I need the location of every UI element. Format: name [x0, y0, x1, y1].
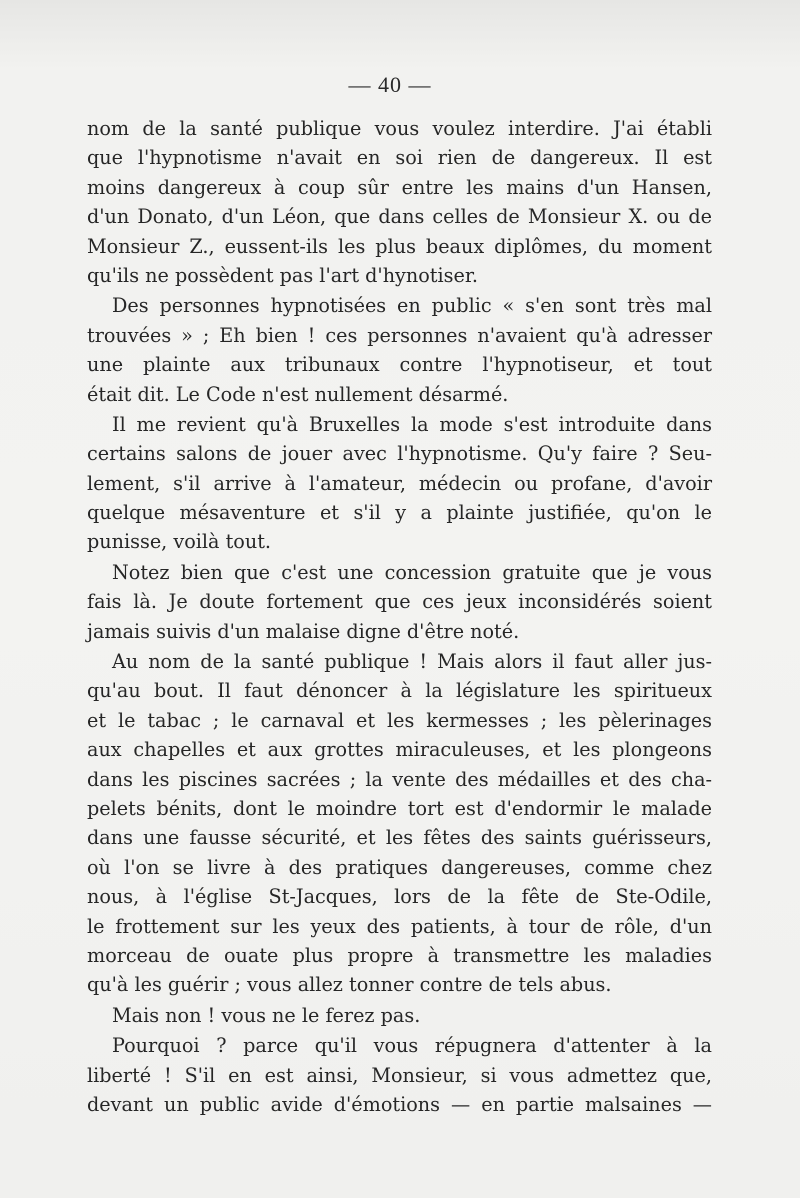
- text-line: quelque mésaventure et s'il y a plainte justifiée, qu'on le: [87, 501, 712, 525]
- text-line: était dit. Le Code n'est nullement désarmé.: [87, 382, 509, 406]
- text-line: nom de la santé publique vous voulez interdire. J'ai établi: [87, 117, 712, 140]
- text-line: dans une fausse sécurité, et les fêtes des saints guérisseurs,: [87, 826, 712, 850]
- paragraph: [87, 1001, 712, 1030]
- text-line: que l'hypnotisme n'avait en soi rien de dangereux. Il est: [87, 146, 712, 170]
- text-line: dans les piscines sacrées ; la vente des médailles et des cha-: [87, 767, 712, 791]
- text-line: Monsieur Z., eussent-ils les plus beaux diplômes, du moment: [87, 234, 712, 258]
- text-line: Au nom de la santé publique ! Mais alors il faut aller jus-: [112, 650, 712, 674]
- text-line: nous, à l'église St-Jacques, lors de la fête de Ste-Odile,: [87, 885, 712, 909]
- text-line: qu'au bout. Il faut dénoncer à la législature les spiritueux: [87, 679, 712, 703]
- text-line: et le tabac ; le carnaval et les kermesses ; les pèlerinages: [87, 708, 712, 732]
- text-line: jamais suivis d'un malaise digne d'être noté.: [87, 619, 520, 643]
- text-line: moins dangereux à coup sûr entre les mains d'un Hansen,: [87, 175, 712, 199]
- text-line: Notez bien que c'est une concession gratuite que je vous: [112, 560, 712, 584]
- text-line: liberté ! S'il en est ainsi, Monsieur, si vous admettez que,: [87, 1063, 712, 1087]
- text-line: Des personnes hypnotisées en public « s'en sont très mal: [112, 294, 712, 318]
- text-line: morceau de ouate plus propre à transmettre les maladies: [87, 943, 712, 967]
- text-line: aux chapelles et aux grottes miraculeuses, et les plongeons: [87, 738, 712, 762]
- text-line: d'un Donato, d'un Léon, que dans celles de Monsieur X. ou de: [87, 205, 712, 229]
- paragraph: [87, 291, 712, 409]
- text-line: pelets bénits, dont le moindre tort est d'endormir le malade: [87, 796, 712, 820]
- text-line: le frottement sur les yeux des patients, à tour de rôle, d'un: [87, 914, 712, 938]
- paragraph: [87, 410, 712, 557]
- text-line: où l'on se livre à des pratiques dangereuses, comme chez: [87, 855, 712, 879]
- paragraph: [87, 1031, 712, 1119]
- text-line: qu'ils ne possèdent pas l'art d'hynotiser.: [87, 263, 479, 287]
- paragraph: [87, 114, 712, 290]
- paragraph: [87, 558, 712, 646]
- text-line: certains salons de jouer avec l'hypnotisme. Qu'y faire ? Seu-: [87, 442, 712, 466]
- text-line: punisse, voilà tout.: [87, 530, 272, 554]
- text-line: devant un public avide d'émotions — en partie malsaines —: [87, 1092, 712, 1116]
- text-line: trouvées » ; Eh bien ! ces personnes n'avaient qu'à adresser: [87, 323, 712, 347]
- body-text: [87, 114, 712, 1119]
- text-line: Il me revient qu'à Bruxelles la mode s'est introduite dans: [112, 412, 712, 436]
- page-number: — 40 —: [348, 72, 432, 97]
- text-line: une plainte aux tribunaux contre l'hypnotiseur, et tout: [87, 353, 712, 377]
- text-line: Mais non ! vous ne le ferez pas.: [112, 1003, 421, 1027]
- text-line: qu'à les guérir ; vous allez tonner contre de tels abus.: [87, 973, 612, 997]
- text-line: fais là. Je doute fortement que ces jeux inconsidérés soient: [87, 590, 712, 614]
- text-line: Pourquoi ? parce qu'il vous répugnera d'attenter à la: [112, 1034, 712, 1058]
- paragraph: [87, 647, 712, 1000]
- text-line: lement, s'il arrive à l'amateur, médecin ou profane, d'avoir: [87, 471, 712, 495]
